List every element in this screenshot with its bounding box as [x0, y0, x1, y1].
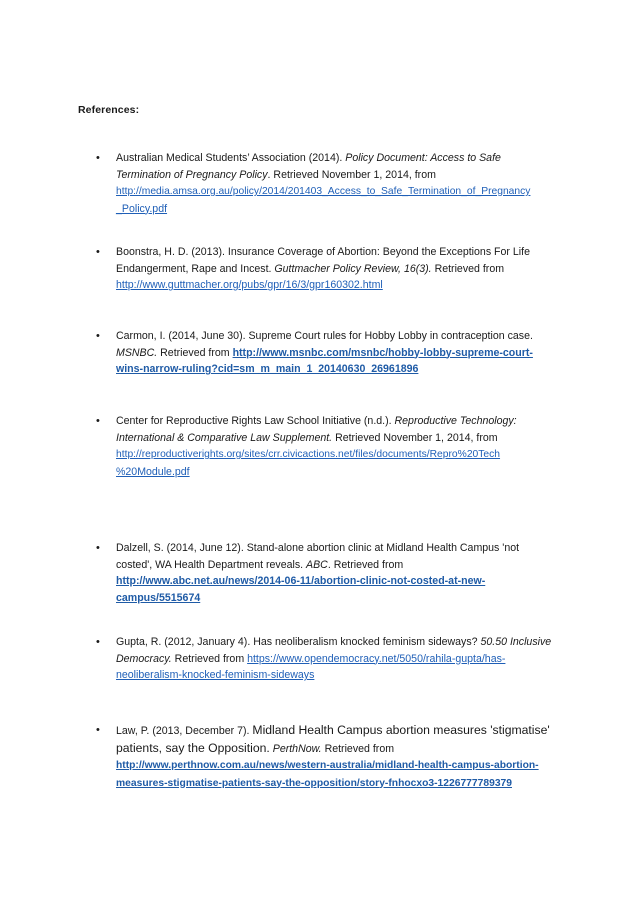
- reference-text: Dalzell, S. (2014, June 12). Stand-alone abortion clinic at Midland Health Campus 'not costed', WA Health Department reveals. ABC. Retrieved from http://www.abc.net.au/news/2014-06-11/abortion-clinic-not-costed-at-new- campus/5515674: [116, 542, 520, 604]
- reference-link-continued[interactable]: %20Module.pdf: [116, 465, 190, 478]
- reference-link[interactable]: http://www.abc.net.au/news/2014-06-11/abortion-clinic-not-costed-at-new-: [116, 575, 486, 587]
- bullet: •: [96, 330, 100, 342]
- reference-item: [96, 150, 571, 217]
- reference-item: [96, 413, 571, 480]
- reference-text: Gupta, R. (2012, January 4). Has neoliberalism knocked feminism sideways? 50.50 Inclusive Democracy. Retrieved from https://www.opendemocracy.net/5050/rahila-gupta/has- neoliberalism-knocked-feminism-sideways: [116, 636, 552, 681]
- references-heading: References:: [78, 104, 140, 116]
- reference-link[interactable]: https://www.opendemocracy.net/5050/rahila-gupta/has-: [247, 652, 506, 665]
- reference-text: Boonstra, H. D. (2013). Insurance Coverage of Abortion: Beyond the Exceptions For Life Endangerment, Rape and Incest. Guttmacher Policy Review, 16(3). Retrieved from http://www.guttmacher.org/pubs/gpr/16/3/gpr160302.html: [116, 246, 530, 291]
- reference-link[interactable]: http://www.perthnow.com.au/news/western-australia/midland-health-campus-abortion-: [116, 760, 539, 771]
- reference-text: Australian Medical Students’ Association (2014). Policy Document: Access to Safe Termination of Pregnancy Policy. Retrieved November 1, 2014, from http://media.amsa.org.au/policy/2014/201403_Access_to_Safe_Termination_of_Pregnancy _Policy.pdf: [116, 152, 531, 215]
- reference-link-continued[interactable]: neoliberalism-knocked-feminism-sideways: [116, 669, 315, 681]
- reference-item: [96, 540, 571, 606]
- reference-link[interactable]: http://media.amsa.org.au/policy/2014/201403_Access_to_Safe_Termination_of_Pregnancy: [116, 186, 531, 197]
- bullet: •: [96, 724, 100, 736]
- reference-link[interactable]: http://reproductiverights.org/sites/crr.civicactions.net/files/documents/Repro%20Tech: [116, 449, 501, 460]
- reference-text: Law, P. (2013, December 7). Midland Health Campus abortion measures 'stigmatise' patients, say the Opposition. PerthNow. Retrieved from http://www.perthnow.com.au/news/western-australia/midland-health-campus-abortion- measures-stigmatise-patients-say-the-opposition/story-fnhocxo3-1226777789379: [116, 723, 550, 789]
- reference-link-continued[interactable]: wins-narrow-ruling?cid=sm_m_main_1_20140630_26961896: [116, 363, 419, 375]
- bullet: •: [96, 415, 100, 427]
- reference-link-continued[interactable]: measures-stigmatise-patients-say-the-opposition/story-fnhocxo3-1226777789379: [116, 777, 512, 789]
- reference-item: [96, 244, 571, 294]
- reference-link-continued[interactable]: campus/5515674: [116, 591, 201, 604]
- bullet: •: [96, 636, 100, 648]
- reference-link-continued[interactable]: _Policy.pdf: [116, 202, 168, 215]
- reference-item: [96, 634, 571, 684]
- bullet: •: [96, 246, 100, 258]
- reference-link[interactable]: http://www.guttmacher.org/pubs/gpr/16/3/gpr160302.html: [116, 279, 383, 291]
- bullet: •: [96, 152, 100, 164]
- reference-item: [96, 722, 571, 792]
- bullet: •: [96, 542, 100, 554]
- reference-link[interactable]: http://www.msnbc.com/msnbc/hobby-lobby-supreme-court-: [232, 346, 533, 359]
- reference-item: [96, 328, 571, 378]
- reference-text: Carmon, I. (2014, June 30). Supreme Court rules for Hobby Lobby in contraception case. MSNBC. Retrieved from http://www.msnbc.com/msnbc/hobby-lobby-supreme-court- wins-narrow-ruling?cid=sm_m_main_1_20140630_26961896: [116, 330, 533, 375]
- reference-text: Center for Reproductive Rights Law School Initiative (n.d.). Reproductive Technology: International & Comparative Law Supplement. Retrieved November 1, 2014, from http://reproductiverights.org/sites/crr.civicactions.net/files/documents/Repro%20Tech %20Module.pdf: [116, 415, 517, 478]
